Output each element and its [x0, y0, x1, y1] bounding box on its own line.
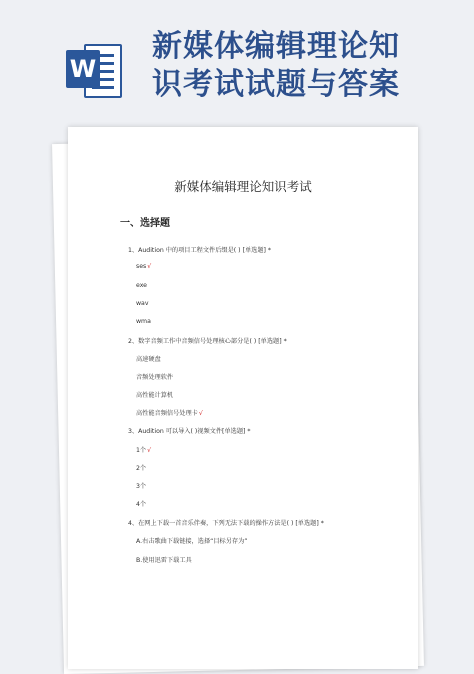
- question-2-option-2[interactable]: [136, 372, 173, 381]
- option-text: ses: [136, 263, 147, 270]
- option-text: 高速硬盘: [136, 356, 161, 363]
- question-3-option-4[interactable]: [136, 499, 146, 508]
- question-3-option-2[interactable]: [136, 463, 146, 472]
- question-1-option-3[interactable]: [136, 300, 149, 307]
- option-text: wma: [136, 318, 151, 325]
- correct-check-icon: √: [147, 263, 152, 270]
- question-3: 3、Audition 可以导入( )视频文件[单选题] *: [128, 428, 251, 435]
- option-text: exe: [136, 282, 147, 289]
- banner-title: [152, 28, 452, 104]
- document-page[interactable]: [68, 127, 418, 669]
- banner-title-line1: 新媒体编辑理论知: [152, 29, 400, 64]
- question-1-option-2[interactable]: [136, 282, 147, 289]
- header-banner: [0, 0, 474, 118]
- banner-title-line2: 识考试试题与答案: [152, 67, 400, 102]
- question-2-option-4[interactable]: [136, 408, 203, 417]
- option-text: A.右击歌曲下载链接，选择“目标另存为”: [136, 538, 248, 545]
- correct-check-icon: √: [147, 447, 152, 454]
- option-text: 高性能计算机: [136, 392, 174, 399]
- option-text: 1个: [136, 447, 147, 454]
- question-1: 1、Audition 中的项目工程文件后缀是( ) [单选题] *: [128, 247, 272, 254]
- logo-letter: W: [66, 50, 100, 88]
- option-text: wav: [136, 300, 149, 307]
- question-1-option-4[interactable]: [136, 318, 151, 325]
- question-2-option-3[interactable]: [136, 390, 173, 399]
- question-3-option-3[interactable]: [136, 481, 146, 490]
- question-4-option-1[interactable]: [136, 536, 248, 545]
- word-document-icon: [64, 38, 120, 100]
- option-text: B.使用迅雷下载工具: [136, 557, 192, 564]
- option-text: 3个: [136, 483, 147, 490]
- question-3-option-1[interactable]: [136, 445, 151, 454]
- question-1-option-1[interactable]: [136, 263, 151, 270]
- question-4-option-2[interactable]: [136, 555, 192, 564]
- question-2-option-1[interactable]: [136, 354, 161, 363]
- document-title: 新媒体编辑理论知识考试: [174, 179, 312, 194]
- option-text: 4个: [136, 501, 147, 508]
- section-heading: 一、选择题: [120, 218, 170, 229]
- question-4: 4、在网上下载一首音乐伴奏，下列无法下载的操作方法是( ) [单选题] *: [128, 520, 324, 527]
- correct-check-icon: √: [198, 410, 203, 417]
- option-text: 音频处理软件: [136, 374, 174, 381]
- option-text: 高性能音频信号处理卡: [136, 410, 198, 417]
- option-text: 2个: [136, 465, 147, 472]
- question-2: 2、数字音频工作中音频信号处理核心部分是( ) [单选题] *: [128, 338, 287, 345]
